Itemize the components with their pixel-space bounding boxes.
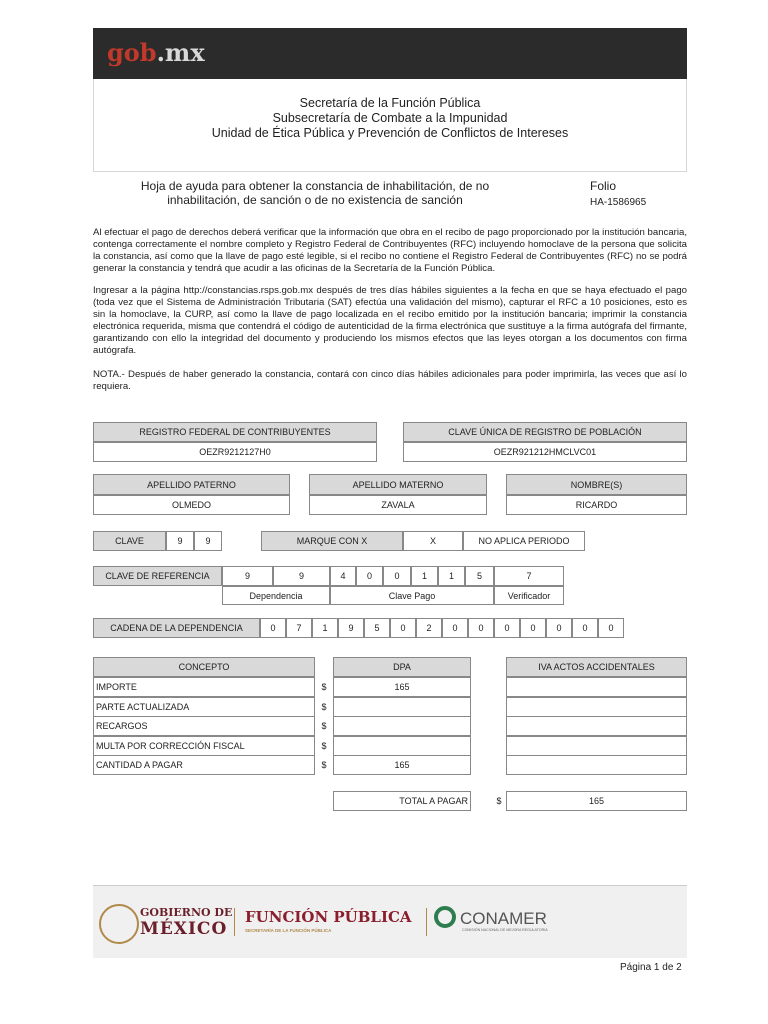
cadena-digit: 5 bbox=[364, 618, 390, 638]
dpa-header: DPA bbox=[333, 657, 471, 677]
clave-digit: 9 bbox=[166, 531, 194, 551]
cadena-digit: 9 bbox=[338, 618, 364, 638]
clave-digit: 9 bbox=[194, 531, 222, 551]
cadena-digit: 7 bbox=[286, 618, 312, 638]
iva-value bbox=[506, 755, 687, 775]
institution-line-1: Secretaría de la Función Pública bbox=[299, 96, 481, 110]
escudo-nacional-icon bbox=[99, 904, 139, 944]
cadena-digit: 0 bbox=[442, 618, 468, 638]
cadena-digit: 0 bbox=[546, 618, 572, 638]
referencia-digit: 1 bbox=[411, 566, 438, 586]
referencia-digit: 1 bbox=[438, 566, 465, 586]
header-bar bbox=[93, 28, 687, 79]
iva-header: IVA ACTOS ACCIDENTALES bbox=[506, 657, 687, 677]
no-aplica-periodo: NO APLICA PERIODO bbox=[463, 531, 585, 551]
iva-value bbox=[506, 736, 687, 756]
gobmx-logo[interactable] bbox=[107, 38, 205, 67]
dpa-value bbox=[333, 697, 471, 717]
ref-verificador-label: Verificador bbox=[494, 586, 564, 605]
curp-value: OEZR921212HMCLVC01 bbox=[403, 442, 687, 462]
cadena-digit: 1 bbox=[312, 618, 338, 638]
concepto-label: IMPORTE bbox=[93, 677, 315, 697]
referencia-digit: 9 bbox=[222, 566, 273, 586]
currency-sign: $ bbox=[315, 736, 333, 756]
institution-line-3: Unidad de Ética Pública y Prevención de Conflictos de Intereses bbox=[211, 126, 569, 140]
dpa-value bbox=[333, 716, 471, 736]
referencia-digit: 0 bbox=[383, 566, 411, 586]
currency-sign: $ bbox=[315, 755, 333, 775]
clave-label: CLAVE bbox=[93, 531, 166, 551]
referencia-digit: 0 bbox=[356, 566, 383, 586]
folio-value: HA-1586965 bbox=[590, 197, 647, 208]
concepto-label: PARTE ACTUALIZADA bbox=[93, 697, 315, 717]
apellido-materno-value: ZAVALA bbox=[309, 495, 487, 515]
paragraph-note: NOTA.- Después de haber generado la constancia, contará con cinco días hábiles adicionales para poder imprimirla, las veces que así lo requiera. bbox=[93, 369, 687, 392]
dpa-value: 165 bbox=[333, 755, 471, 775]
iva-value bbox=[506, 697, 687, 717]
rfc-value: OEZR9212127H0 bbox=[93, 442, 377, 462]
total-value: 165 bbox=[506, 791, 687, 811]
referencia-digit: 4 bbox=[330, 566, 356, 586]
conamer-icon bbox=[434, 906, 456, 928]
cadena-digit: 0 bbox=[598, 618, 624, 638]
folio-label: Folio bbox=[590, 179, 617, 193]
referencia-label: CLAVE DE REFERENCIA bbox=[93, 566, 222, 586]
document-title bbox=[115, 179, 515, 207]
concepto-label: RECARGOS bbox=[93, 716, 315, 736]
paragraph-payment: Al efectuar el pago de derechos deberá verificar que la información que obra en el recibo de pago proporcionado por la institución bancaria, contenga correctamente el nombre completo y Registro Federal de Contribuyentes (RFC) incluyendo homoclave de la persona que solicita la constancia, así como que la llave de pago esté legible, si el recibo no contiene el Registro Federal de Contribuyentes (RFC) no se podrá generar la constancia y tendrá que acudir a las oficinas de la Secretaría de la Función Pública. bbox=[93, 227, 687, 274]
referencia-digit: 5 bbox=[465, 566, 494, 586]
cadena-digit: 0 bbox=[468, 618, 494, 638]
referencia-digit: 9 bbox=[273, 566, 330, 586]
page-number: Página 1 de 2 bbox=[620, 962, 682, 973]
footer-divider bbox=[426, 908, 427, 936]
dpa-value: 165 bbox=[333, 677, 471, 697]
paragraph-instructions: Ingresar a la página http://constancias.rsps.gob.mx después de tres días hábiles siguientes a la fecha en que se haya efectuado el pago (toda vez que el Sistema de Administración Tributaria (SAT) efectúa una validación del mismo), capturar el RFC a 10 posiciones, esto es sin la homoclave, la CURP, así como la llave de pago localizada en el recibo emitido por la institución bancaria; imprimir la constancia electrónica requerida, misma que contendrá el código de autenticidad de la firma electrónica que sustituye a la firma autógrafa del firmante, garantizando con ello la integridad del documento y produciendo los mismos efectos que las leyes otorgan a los documentos con firma autógrafa. bbox=[93, 285, 687, 356]
conamer-subtext: COMISIÓN NACIONAL DE MEJORA REGULATORIA bbox=[462, 928, 548, 932]
cadena-digit: 2 bbox=[416, 618, 442, 638]
footer-divider bbox=[234, 908, 235, 936]
total-currency: $ bbox=[492, 791, 506, 811]
logo-gob-text: gob bbox=[107, 38, 157, 67]
cadena-digit: 0 bbox=[520, 618, 546, 638]
currency-sign: $ bbox=[315, 677, 333, 697]
conamer-text: CONAMER bbox=[460, 909, 547, 928]
mexico-text: MÉXICO bbox=[140, 919, 228, 939]
cadena-digit: 0 bbox=[494, 618, 520, 638]
institution-line-2: Subsecretaría de Combate a la Impunidad bbox=[272, 111, 508, 125]
curp-label: CLAVE ÚNICA DE REGISTRO DE POBLACIÓN bbox=[403, 422, 687, 442]
footer-logos bbox=[93, 885, 687, 958]
ref-dependencia-label: Dependencia bbox=[222, 586, 330, 605]
apellido-paterno-label: APELLIDO PATERNO bbox=[93, 474, 290, 495]
apellido-materno-label: APELLIDO MATERNO bbox=[309, 474, 487, 495]
nombre-label: NOMBRE(S) bbox=[506, 474, 687, 495]
gobierno-de-text: GOBIERNO DE bbox=[140, 906, 233, 919]
cadena-digit: 0 bbox=[390, 618, 416, 638]
currency-sign: $ bbox=[315, 697, 333, 717]
cadena-digit: 0 bbox=[260, 618, 286, 638]
marque-label: MARQUE CON X bbox=[261, 531, 403, 551]
marque-value: X bbox=[403, 531, 463, 551]
iva-value bbox=[506, 716, 687, 736]
concepto-label: MULTA POR CORRECCIÓN FISCAL bbox=[93, 736, 315, 756]
institution-header bbox=[93, 79, 687, 172]
concepto-label: CANTIDAD A PAGAR bbox=[93, 755, 315, 775]
dpa-value bbox=[333, 736, 471, 756]
logo-mx-text: .mx bbox=[156, 38, 205, 67]
funcion-publica-text: FUNCIÓN PÚBLICA bbox=[245, 908, 412, 926]
total-label: TOTAL A PAGAR bbox=[333, 791, 471, 811]
referencia-digit: 7 bbox=[494, 566, 564, 586]
funcion-publica-subtext: SECRETARÍA DE LA FUNCIÓN PÚBLICA bbox=[245, 928, 332, 933]
currency-sign: $ bbox=[315, 716, 333, 736]
cadena-label: CADENA DE LA DEPENDENCIA bbox=[93, 618, 260, 638]
concepto-header: CONCEPTO bbox=[93, 657, 315, 677]
ref-clave-pago-label: Clave Pago bbox=[330, 586, 494, 605]
cadena-digit: 0 bbox=[572, 618, 598, 638]
apellido-paterno-value: OLMEDO bbox=[93, 495, 290, 515]
rfc-label: REGISTRO FEDERAL DE CONTRIBUYENTES bbox=[93, 422, 377, 442]
nombre-value: RICARDO bbox=[506, 495, 687, 515]
iva-value bbox=[506, 677, 687, 697]
document-title-line-1: Hoja de ayuda para obtener la constancia de inhabilitación, de no bbox=[140, 179, 490, 193]
document-title-line-2: inhabilitación, de sanción o de no existencia de sanción bbox=[167, 193, 463, 207]
